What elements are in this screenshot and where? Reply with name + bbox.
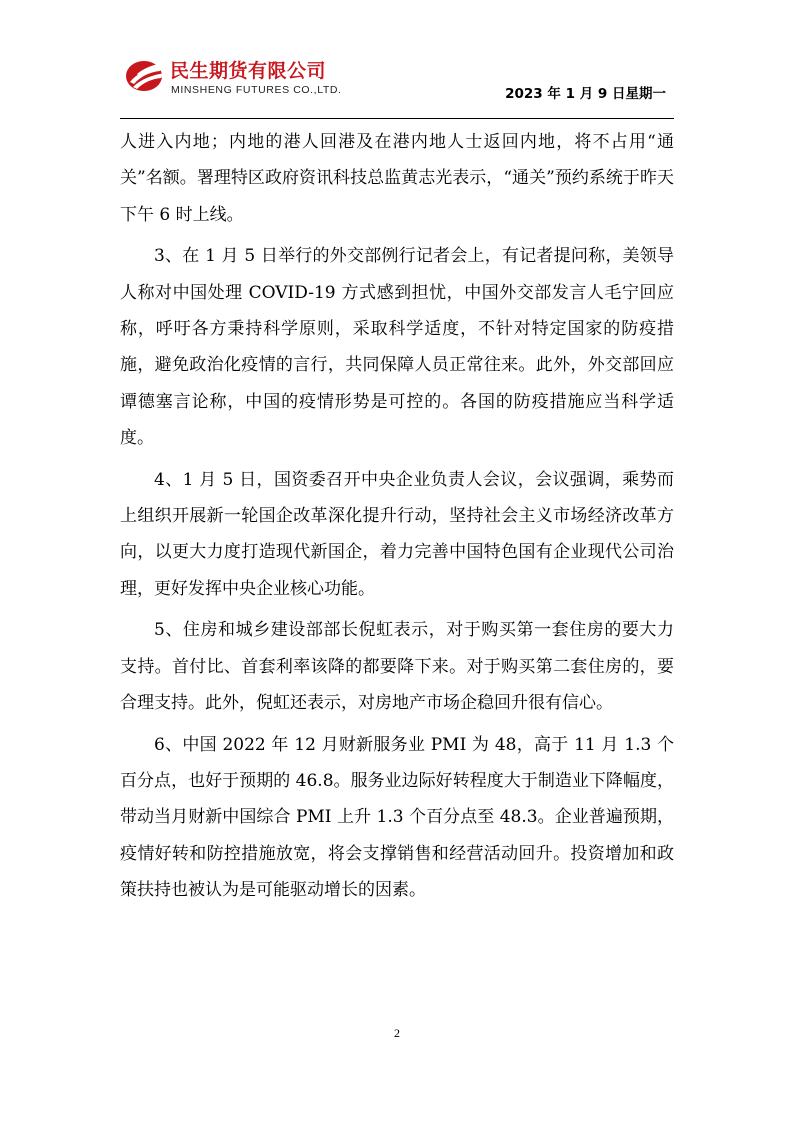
- report-date: 2023 年 1 月 9 日星期一: [505, 86, 666, 102]
- page-number: 2: [394, 1026, 400, 1040]
- company-name-cn: 民生期货有限公司: [170, 60, 327, 82]
- minsheng-logo-icon: [124, 58, 166, 94]
- company-logo: [124, 54, 364, 104]
- page-header: [120, 52, 674, 119]
- paragraph-item-4: 4、1 月 5 日，国资委召开中央企业负责人会议，会议强调，乘势而上组织开展新一轮国企改革深化提升行动，坚持社会主义市场经济改革方向，以更大力度打造现代新国企，着力完善中国特色国有企业现代公司治理，更好发挥中央企业核心功能。: [120, 469, 674, 599]
- paragraph-item-6: 6、中国 2022 年 12 月财新服务业 PMI 为 48，高于 11 月 1.3 个百分点，也好于预期的 46.8。服务业边际好转程度大于制造业下降幅度，带动当月财新中国综合 PMI 上升 1.3 个百分点至 48.3。企业普遍预期，疫情好转和防控措施放宽，将会支撑销售和经营活动回升。投资增加和政策扶持也被认为是可能驱动增长的因素。: [120, 734, 674, 901]
- company-name-en: MINSHENG FUTURES CO.,LTD.: [171, 84, 342, 96]
- paragraph-item-5: 5、住房和城乡建设部部长倪虹表示，对于购买第一套住房的要大力支持。首付比、首套利率该降的都要降下来。对于购买第二套住房的，要合理支持。此外，倪虹还表示，对房地产市场企稳回升很有信心。: [120, 620, 674, 714]
- paragraph-continued: 人进入内地；内地的港人回港及在港内地人士返回内地，将不占用“通关”名额。署理特区政府资讯科技总监黄志光表示，“通关”预约系统于昨天下午 6 时上线。: [120, 132, 674, 225]
- paragraph-item-3: 3、在 1 月 5 日举行的外交部例行记者会上，有记者提问称，美领导人称对中国处理 COVID-19 方式感到担忧，中国外交部发言人毛宁回应称，呼吁各方秉持科学原则，采取科学适度，不针对特定国家的防疫措施，避免政治化疫情的言行，共同保障人员正常往来。此外，外交部回应谭德塞言论称，中国的疫情形势是可控的。各国的防疫措施应当科学适度。: [120, 246, 674, 449]
- document-body: [120, 124, 674, 909]
